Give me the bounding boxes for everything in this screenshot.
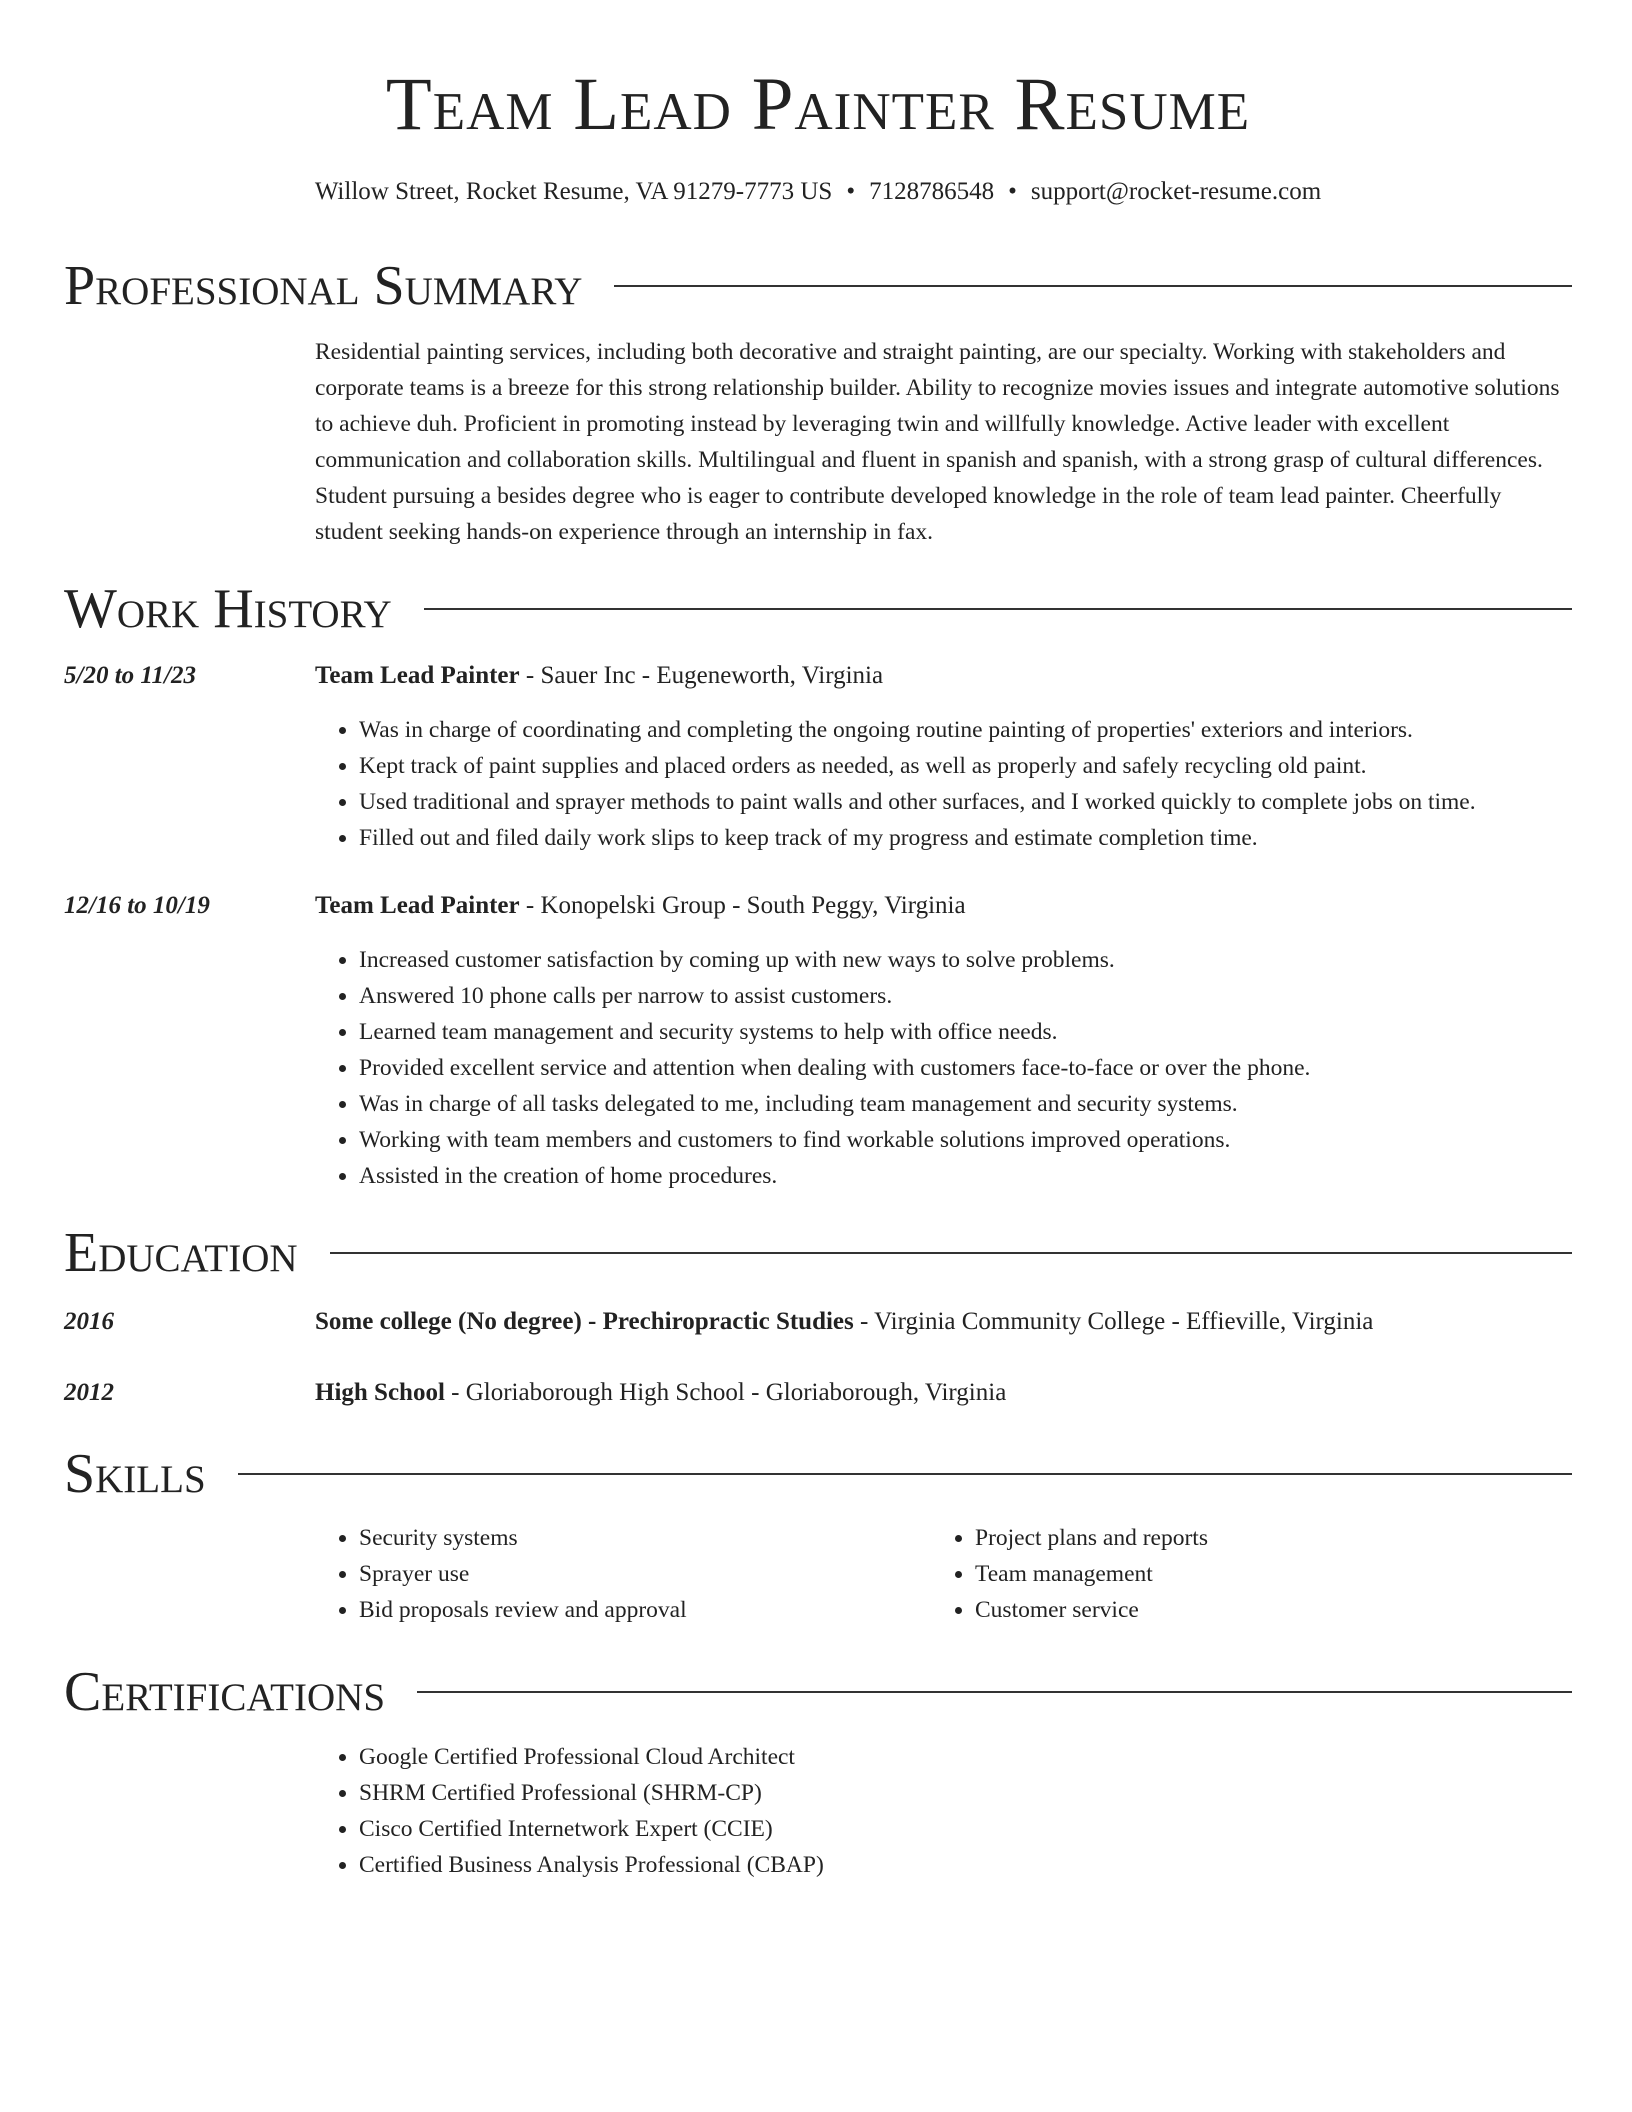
job-entry [315,888,1572,1194]
education-line [315,1375,1572,1411]
skills-heading: Skills [64,1443,206,1505]
summary-heading: Professional Summary [64,255,583,317]
section-divider [417,1691,1572,1693]
list-item: • Bid proposals review and approval [359,1592,931,1628]
education-details: - Gloriaborough High School - Gloriaborough, Virginia [444,1379,1007,1406]
skills-column-left [315,1520,931,1628]
summary-section-header [64,254,1572,318]
list-item: • Increased customer satisfaction by coming up with new ways to solve problems. [359,942,1572,978]
contact-separator: • [846,178,856,205]
education-entry [315,1375,1572,1411]
list-item: • Assisted in the creation of home procedures. [359,1158,1572,1194]
list-item: • SHRM Certified Professional (SHRM-CP) [359,1775,1572,1811]
list-item: • Certified Business Analysis Professional (CBAP) [359,1847,1572,1883]
education-section-header [64,1221,1572,1285]
resume-page [64,0,1572,1878]
list-item: • Was in charge of all tasks delegated to me, including team management and security systems. [359,1086,1572,1122]
skills-list [315,1520,931,1628]
contact-line [64,175,1572,209]
job-title: Team Lead Painter [315,892,520,919]
education-heading: Education [64,1222,298,1284]
job-heading [315,888,1572,924]
skills-section-header [64,1442,1572,1506]
list-item: • Team management [975,1556,1547,1592]
certifications-section-header [64,1660,1572,1724]
skills-body [315,1520,1572,1628]
job-heading [315,658,1572,694]
job-bullets [315,712,1572,856]
list-item: • Kept track of paint supplies and placed orders as needed, as well as properly and safely recycling old paint. [359,748,1572,784]
list-item: • Security systems [359,1520,931,1556]
section-divider [614,285,1572,287]
resume-title: Team Lead Painter Resume [385,63,1251,146]
list-item: • Answered 10 phone calls per narrow to assist customers. [359,978,1572,1014]
list-item: • Sprayer use [359,1556,931,1592]
list-item: • Used traditional and sprayer methods to paint walls and other surfaces, and I worked quickly to complete jobs on time. [359,784,1572,820]
work-heading: Work History [64,578,392,640]
contact-email: support@rocket-resume.com [1030,178,1322,205]
list-item: • Provided excellent service and attention when dealing with customers face-to-face or over the phone. [359,1050,1572,1086]
education-entry [315,1304,1572,1340]
education-details: - Virginia Community College - Effieville, Virginia [853,1308,1374,1335]
list-item: • Learned team management and security systems to help with office needs. [359,1014,1572,1050]
education-year: 2012 [64,1379,114,1406]
contact-separator: • [1008,178,1017,205]
education-degree: High School [315,1379,445,1406]
contact-address: Willow Street, Rocket Resume, VA 91279-7773 US [314,178,833,205]
list-item: • Project plans and reports [975,1520,1547,1556]
job-details: - Sauer Inc - Eugeneworth, Virginia [519,662,884,689]
job-entry [315,658,1572,856]
section-divider [238,1473,1572,1475]
list-item: • Working with team members and customers to find workable solutions improved operations. [359,1122,1572,1158]
education-degree: Some college (No degree) - Prechiropractic Studies [315,1308,854,1335]
section-divider [424,608,1572,610]
education-year: 2016 [64,1308,114,1335]
list-item: • Was in charge of coordinating and completing the ongoing routine painting of properties' exteriors and interiors. [359,712,1572,748]
list-item: • Customer service [975,1592,1547,1628]
skills-list [931,1520,1547,1628]
list-item: • Filled out and filed daily work slips to keep track of my progress and estimate completion time. [359,820,1572,856]
certifications-list [315,1739,1572,1883]
skills-columns [315,1520,1572,1628]
section-divider [330,1252,1572,1254]
work-section-header [64,577,1572,641]
job-title: Team Lead Painter [315,662,520,689]
contact-phone: 7128786548 [869,178,995,205]
certifications-heading: Certifications [64,1661,386,1723]
list-item: • Cisco Certified Internetwork Expert (CCIE) [359,1811,1572,1847]
job-bullets [315,942,1572,1194]
job-dates: 5/20 to 11/23 [64,662,196,689]
summary-body [315,334,1572,550]
education-line [315,1304,1572,1340]
job-details: - Konopelski Group - South Peggy, Virginia [519,892,966,919]
job-dates: 12/16 to 10/19 [64,892,210,919]
summary-text: Residential painting services, including both decorative and straight painting, are our specialty. Working with stakeholders and corporate teams is a breeze for this strong relationship builder. Ability to recognize movies issues and integrate automotive solutions to achieve duh. Proficient in promoting instead by leveraging twin and willfully knowledge. Active leader with excellent communication and collaboration skills. Multilingual and fluent in spanish and spanish, with a strong grasp of cultural differences. Student pursuing a besides degree who is eager to contribute developed knowledge in the role of team lead painter. Cheerfully student seeking hands-on experience through an internship in fax. [315,339,1560,545]
skills-column-right [931,1520,1547,1628]
certifications-body [315,1739,1572,1883]
list-item: • Google Certified Professional Cloud Architect [359,1739,1572,1775]
